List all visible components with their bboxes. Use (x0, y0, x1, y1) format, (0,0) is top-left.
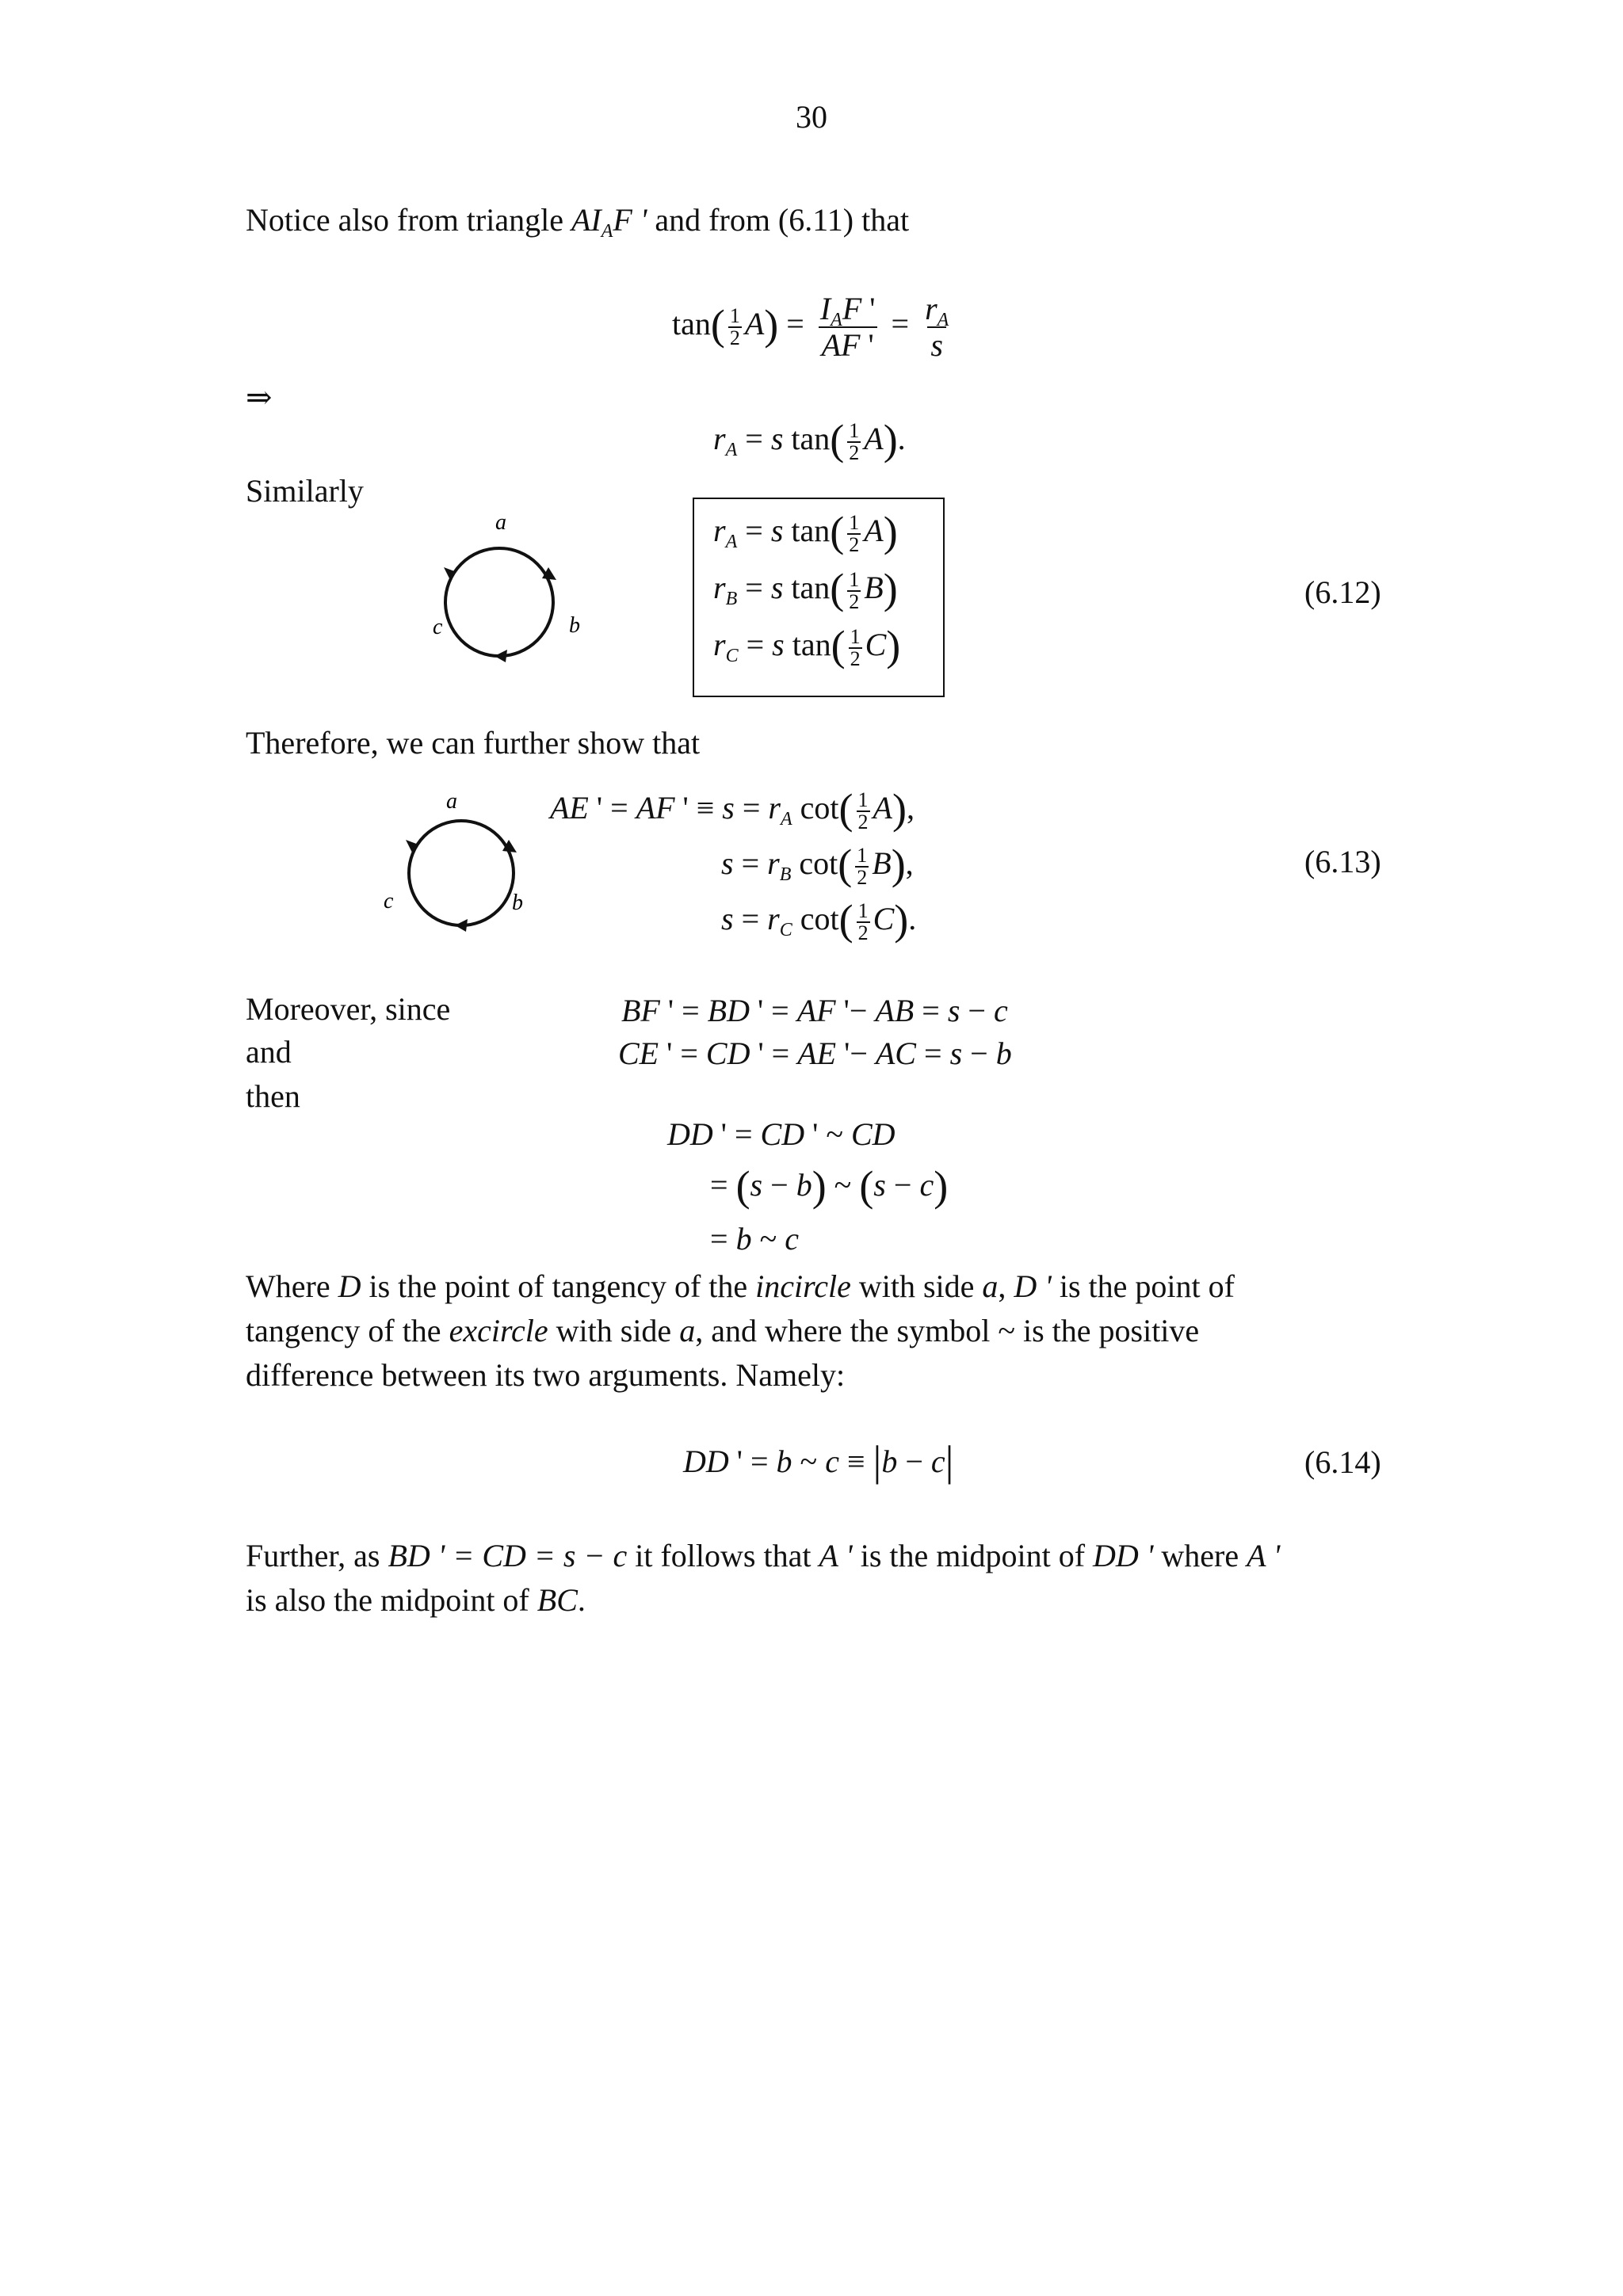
therefore-sentence: Therefore, we can further show that (246, 725, 701, 761)
equation-ce: CE ' = CD ' = AE '− AC = s − b (618, 1035, 1012, 1071)
cycle-circle (409, 821, 514, 925)
equation-number-6-12: (6.12) (1304, 574, 1381, 610)
equation-rc-boxed: $r_C = s$ tan( $\frac{1}{2}$ C) (713, 622, 901, 670)
equation-dd-1: DD ' = CD ' ~ CD (667, 1116, 896, 1152)
and-label: and (246, 1034, 292, 1070)
equation-dd-2: = (s − b) ~ (s − c) (710, 1162, 949, 1210)
where-line-1: Where D is the point of tangency of the incircle with side a, D ' is the point of (246, 1268, 1235, 1304)
equation-ra-boxed: $r_A = s$ tan( $\frac{1}{2}$ A) (713, 508, 898, 556)
arrowhead-icon (406, 840, 418, 852)
label-b: b (512, 891, 523, 915)
further-line-2: is also the midpoint of BC. (246, 1582, 586, 1618)
equation-bf: BF ' = BD ' = AF '− AB = s − c (621, 993, 1008, 1028)
label-a: a (446, 789, 457, 814)
intro-sentence: Notice also from triangle $AI_AF$ ' and from (6.11) that (246, 202, 910, 242)
cycle-diagram-1 (412, 507, 586, 673)
equation-number-6-13: (6.13) (1304, 844, 1381, 879)
label-a: a (495, 510, 506, 535)
arrowhead-icon (444, 567, 456, 580)
label-c: c (433, 615, 443, 639)
then-label: then (246, 1078, 300, 1114)
implies-arrow: ⇒ (246, 379, 273, 415)
page-number: 30 (796, 99, 827, 135)
equation-s-rc: $s = r_C$ cot( $\frac{1}{2}$ C). (721, 896, 917, 944)
equation-s-rb: $s = r_B$ cot( $\frac{1}{2}$ B), (721, 841, 914, 889)
where-line-2: tangency of the excircle with side a, and where the symbol ~ is the positive (246, 1313, 1200, 1348)
equation-dd-3: = b ~ c (710, 1221, 799, 1257)
arrowhead-icon (495, 650, 507, 662)
equation-dd-abs: DD ' = b ~ c ≡ |b − c| (683, 1437, 954, 1485)
label-c: c (384, 889, 394, 913)
equation-ae-af-s: AE ' = AF ' ≡ $s = r_A$ cot( $\frac{1}{2}$ A), (550, 785, 915, 833)
equation-number-6-14: (6.14) (1304, 1444, 1381, 1480)
equation-rb-boxed: $r_B = s$ tan( $\frac{1}{2}$ B) (713, 565, 898, 613)
cycle-diagram-2 (372, 784, 547, 943)
where-line-3: difference between its two arguments. Namely: (246, 1357, 846, 1393)
similarly-label: Similarly (246, 473, 364, 509)
cycle-circle (445, 548, 553, 656)
arrowhead-icon (455, 919, 468, 932)
equation-ra: $r_A = s$ tan( $\frac{1}{2}$ A). (713, 416, 906, 464)
label-b: b (569, 613, 580, 638)
equation-tan-half-a: tan( $\frac{1}{2}$ A) = $\frac{I_AF '}{AF '}$ = $\frac{r_A}{s}$ (672, 291, 949, 363)
moreover-label: Moreover, since (246, 991, 451, 1027)
further-line-1: Further, as BD ' = CD = s − c it follows that A ' is the midpoint of DD ' where A ' (246, 1538, 1281, 1573)
